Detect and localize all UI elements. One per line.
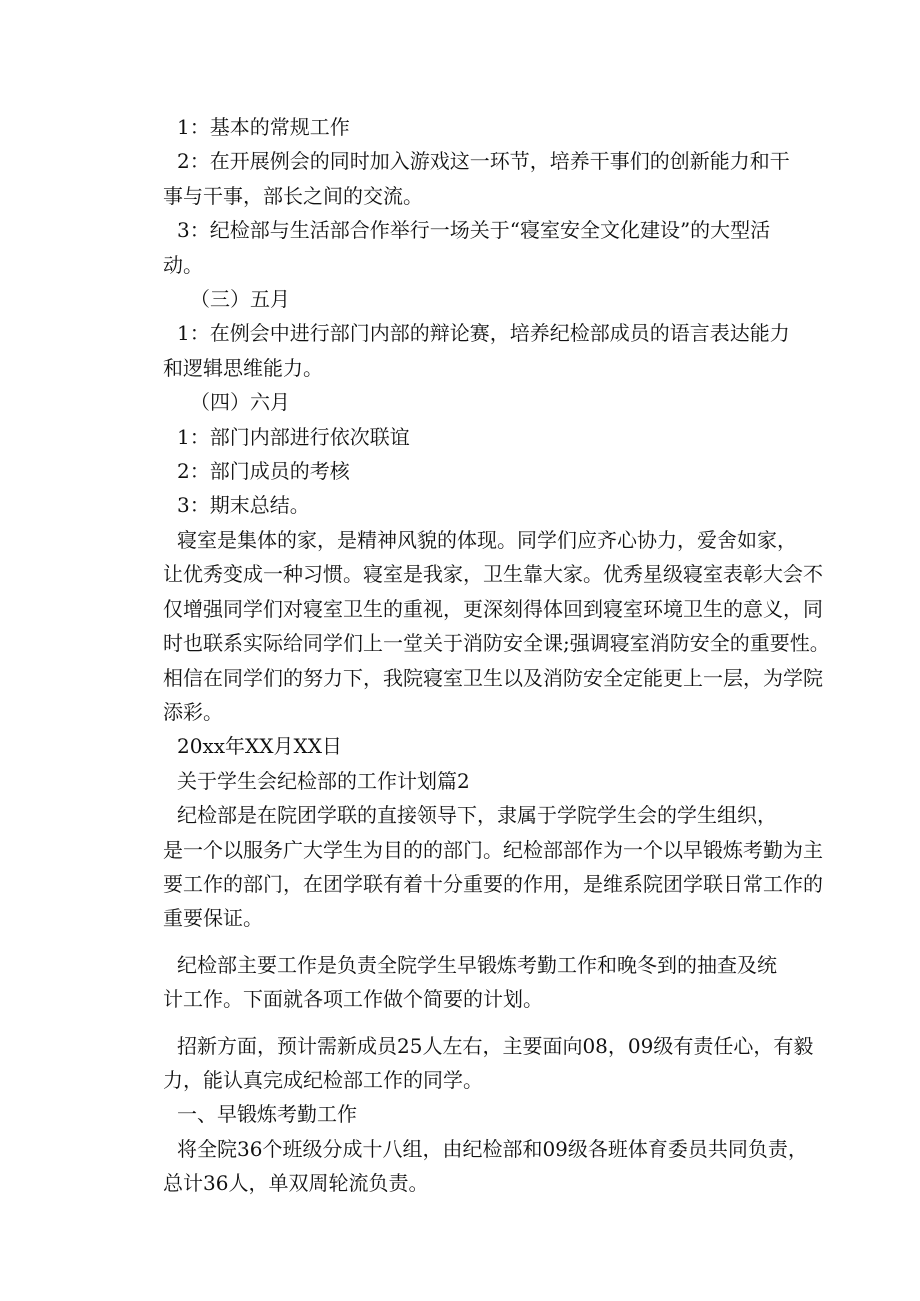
- text-line: 总计36人，单双周轮流负责。: [163, 1171, 429, 1196]
- section-heading-may: （三）五月: [190, 287, 290, 312]
- text-line: 3：纪检部与生活部合作举行一场关于“寝室安全文化建设”的大型活: [177, 218, 771, 243]
- paragraph-gap: [163, 936, 803, 948]
- date-line: 20xx年XX月XX日: [177, 734, 342, 759]
- item-2-games-in-meetings: [163, 144, 803, 213]
- section-heading-june: （四）六月: [190, 390, 290, 415]
- intro-paragraph: [163, 798, 823, 936]
- text-line: 将全院36个班级分成十八组，由纪检部和09级各班体育委员共同负责，: [177, 1136, 808, 1161]
- text-line: 重要保证。: [163, 906, 263, 931]
- item-3-joint-activity: [163, 213, 803, 282]
- article-title: 关于学生会纪检部的工作计划篇2: [177, 768, 470, 793]
- grouping-paragraph: [163, 1132, 808, 1201]
- dorm-paragraph: [163, 523, 830, 729]
- text-line: 是一个以服务广大学生为目的的部门。纪检部部作为一个以早锻炼考勤为主: [163, 837, 823, 862]
- june-item-3: 3：期末总结。: [177, 493, 310, 518]
- text-line: 让优秀变成一种习惯。寝室是我家，卫生靠大家。优秀星级寝室表彰大会不: [163, 562, 823, 587]
- june-item-1: 1：部门内部进行依次联谊: [177, 424, 410, 449]
- text-line: 时也联系实际给同学们上一堂关于消防安全课;强调寝室消防安全的重要性。: [163, 631, 830, 656]
- main-work-paragraph: [163, 948, 803, 1017]
- text-line: 仅增强同学们对寝室卫生的重视，更深刻得体回到寝室环境卫生的意义，同: [163, 596, 823, 621]
- document-body: [163, 110, 830, 1201]
- text-line: 1：在例会中进行部门内部的辩论赛，培养纪检部成员的语言表达能力: [177, 321, 790, 346]
- recruitment-paragraph: [163, 1029, 814, 1098]
- text-line: 寝室是集体的家，是精神风貌的体现。同学们应齐心协力，爱舍如家，: [177, 527, 797, 552]
- text-line: 事与干事，部长之间的交流。: [163, 183, 423, 208]
- june-item-2: 2：部门成员的考核: [177, 459, 350, 484]
- text-line: 相信在同学们的努力下，我院寝室卫生以及消防安全定能更上一层，为学院: [163, 665, 823, 690]
- may-item-1-debate: [163, 316, 803, 385]
- text-line: 和逻辑思维能力。: [163, 355, 323, 380]
- text-line: 计工作。下面就各项工作做个简要的计划。: [163, 987, 543, 1012]
- text-line: 要工作的部门，在团学联有着十分重要的作用，是维系院团学联日常工作的: [163, 871, 823, 896]
- text-line: 纪检部主要工作是负责全院学生早锻炼考勤工作和晚冬到的抽查及统: [177, 952, 777, 977]
- text-line: 动。: [163, 252, 203, 277]
- text-line: 招新方面，预计需新成员25人左右，主要面向08，09级有责任心，有毅: [177, 1033, 814, 1058]
- text-line: 力，能认真完成纪检部工作的同学。: [163, 1067, 483, 1092]
- text-line: 添彩。: [163, 699, 223, 724]
- text-line: 2：在开展例会的同时加入游戏这一环节，培养干事们的创新能力和干: [177, 149, 790, 174]
- paragraph-gap: [163, 1017, 803, 1029]
- section-heading-morning-exercise: 一、早锻炼考勤工作: [177, 1102, 357, 1127]
- item-1-routine-work: 1：基本的常规工作: [177, 115, 350, 139]
- text-line: 纪检部是在院团学联的直接领导下，隶属于学院学生会的学生组织，: [177, 803, 777, 828]
